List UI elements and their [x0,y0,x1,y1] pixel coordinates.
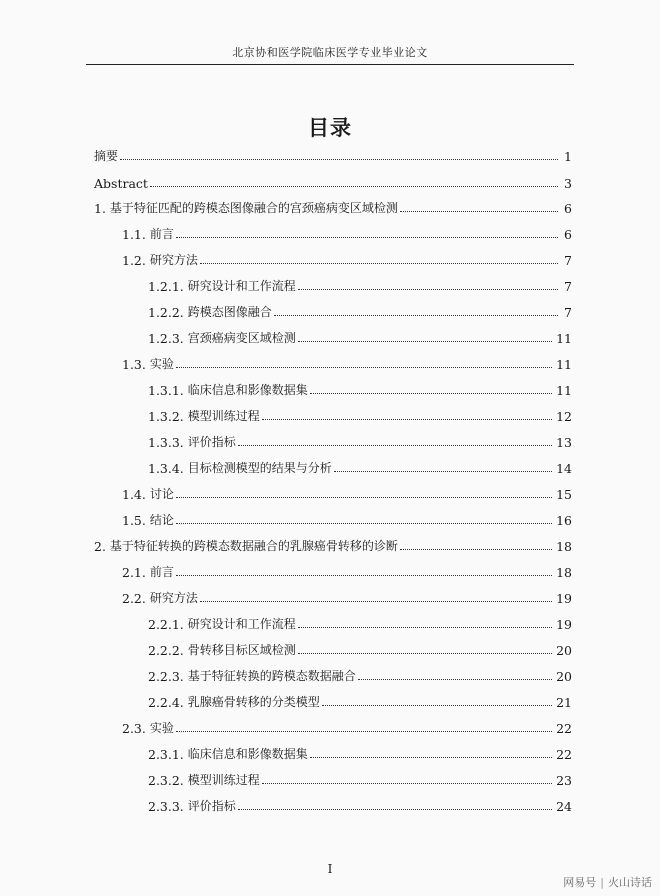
toc-entry-page: 11 [556,331,572,346]
toc-entry-title: 模型训练过程 [187,409,260,423]
toc-entry [148,326,572,346]
toc-entry-number: 2.3.1. [148,747,188,762]
toc-entry [148,768,572,788]
toc-dot-leader [298,341,552,342]
toc-entry [122,482,572,502]
toc-entry [122,586,572,606]
toc-entry-page: 7 [564,279,572,294]
toc-entry-number: 1.3.4. [148,461,188,476]
toc-entry [94,171,572,191]
toc-entry-page: 6 [564,227,572,242]
toc-entry-page: 3 [564,176,572,191]
toc-entry-title: 临床信息和影像数据集 [187,747,308,761]
toc-entry-page: 19 [556,617,572,632]
watermark-source: 网易号 [563,876,597,889]
toc-entry-number: 1.5. [122,513,150,528]
toc-entry-page: 16 [556,513,572,528]
toc-dot-leader [262,419,552,420]
toc-entry-page: 7 [564,305,572,320]
toc-entry-number: 1.2.2. [148,305,188,320]
toc-entry-title: 实验 [149,721,174,735]
toc-entry [148,638,572,658]
toc-entry-page: 21 [556,695,572,710]
toc-dot-leader [176,497,552,498]
toc-dot-leader [262,783,552,784]
toc-entry-number: 1.2.1. [148,279,188,294]
toc-entry-number: 1.4. [122,487,150,502]
toc-entry-title: 实验 [149,357,174,371]
toc-dot-leader [400,211,558,212]
toc-dot-leader [310,393,552,394]
toc-entry-page: 22 [556,721,572,736]
toc-entry-number: 1.2.3. [148,331,188,346]
toc-dot-leader [200,263,558,264]
toc-entry-number: 1.1. [122,227,150,242]
toc-entry-title: 评价指标 [187,799,236,813]
toc-entry-number: 2.2.4. [148,695,188,710]
toc-entry-number: 1. [94,201,110,216]
toc-entry [148,378,572,398]
toc-entry [148,300,572,320]
toc-entry-page: 18 [556,539,572,554]
toc-entry-title: 前言 [149,565,174,579]
toc-dot-leader [400,549,552,550]
toc-entry [148,612,572,632]
toc-entry-number: 2.3.3. [148,799,188,814]
toc-entry-title: 研究设计和工作流程 [187,617,296,631]
toc-entry-page: 22 [556,747,572,762]
toc-entry-title: 评价指标 [187,435,236,449]
toc-entry [122,560,572,580]
toc-title: 目录 [308,116,352,140]
toc-entry-page: 23 [556,773,572,788]
toc-entry [94,144,572,164]
toc-entry-title: 基于特征转换的跨模态数据融合 [187,669,356,683]
toc-entry-page: 12 [556,409,572,424]
toc-entry [148,690,572,710]
toc-entry [122,508,572,528]
toc-dot-leader [358,679,552,680]
toc-entry-title: 乳腺癌骨转移的分类模型 [187,695,320,709]
toc-dot-leader [274,315,558,316]
toc-entry-number: 2.3.2. [148,773,188,788]
toc-entry-title: 研究设计和工作流程 [187,279,296,293]
toc-dot-leader [322,705,552,706]
toc-dot-leader [298,289,558,290]
toc-entry-page: 20 [556,669,572,684]
toc-entry-page: 19 [556,591,572,606]
toc-entry-page: 6 [564,201,572,216]
toc-dot-leader [310,757,552,758]
toc-entry-title: 宫颈癌病变区域检测 [187,331,296,345]
toc-entry [122,248,572,268]
toc-entry-number: 2.2.3. [148,669,188,684]
toc-entry-title: 研究方法 [149,591,198,605]
toc-entry-number: 2.2.2. [148,643,188,658]
toc-entry-page: 14 [556,461,572,476]
toc-entry-title: 基于特征匹配的跨模态图像融合的宫颈癌病变区域检测 [109,201,398,215]
toc-dot-leader [176,731,552,732]
toc-entry-title: 模型训练过程 [187,773,260,787]
toc-entry-number: 1.3. [122,357,150,372]
toc-entry-page: 24 [556,799,572,814]
toc-dot-leader [298,653,552,654]
toc-entry-title: 临床信息和影像数据集 [187,383,308,397]
watermark-separator: | [600,875,604,889]
toc-entry-page: 20 [556,643,572,658]
toc-dot-leader [334,471,552,472]
toc-entry-page: 7 [564,253,572,268]
watermark [563,874,652,890]
toc-entry-title: 摘要 [94,149,119,163]
toc-entry [148,456,572,476]
toc-dot-leader [238,445,552,446]
toc-entry [148,794,572,814]
toc-entry-title: 骨转移目标区域检测 [187,643,296,657]
toc-dot-leader [176,367,552,368]
toc-entry-title: Abstract [94,176,148,191]
toc-entry-number: 2.2. [122,591,150,606]
toc-entry-number: 2.1. [122,565,150,580]
toc-entry-page: 18 [556,565,572,580]
toc-entry-number: 1.3.2. [148,409,188,424]
toc-entry-title: 讨论 [149,487,174,501]
toc-dot-leader [120,159,558,160]
page-header: 北京协和医学院临床医学专业毕业论文 [86,44,574,65]
toc-entry-page: 1 [564,149,572,164]
toc-dot-leader [176,237,558,238]
toc-entry [122,222,572,242]
toc-dot-leader [200,601,552,602]
toc-entry-number: 2.3. [122,721,150,736]
toc-entry-page: 11 [556,383,572,398]
toc-dot-leader [176,523,552,524]
toc-entry-number: 2. [94,539,110,554]
toc-entry-title: 基于特征转换的跨模态数据融合的乳腺癌骨转移的诊断 [109,539,398,553]
toc-entry [122,352,572,372]
toc-dot-leader [238,809,552,810]
toc-entry-number: 1.3.3. [148,435,188,450]
toc-entry [94,534,572,554]
toc-dot-leader [150,186,558,187]
toc-entry [148,274,572,294]
toc-entry [122,716,572,736]
toc-entry-page: 13 [556,435,572,450]
toc-entry-title: 跨模态图像融合 [187,305,272,319]
toc-entry-title: 目标检测模型的结果与分析 [187,461,332,475]
toc-entry [148,664,572,684]
toc-entry [148,742,572,762]
toc-entry-number: 1.3.1. [148,383,188,398]
toc-entry [94,196,572,216]
toc-entry-number: 1.2. [122,253,150,268]
toc-entry [148,404,572,424]
toc-entry-title: 前言 [149,227,174,241]
toc-entry [148,430,572,450]
toc-entry-page: 11 [556,357,572,372]
toc-dot-leader [298,627,552,628]
toc-entry-page: 15 [556,487,572,502]
toc-entry-number: 2.2.1. [148,617,188,632]
toc-entry-title: 结论 [149,513,174,527]
toc-dot-leader [176,575,552,576]
page-number: I [327,862,333,876]
watermark-author: 火山诗话 [608,876,652,889]
toc-entry-title: 研究方法 [149,253,198,267]
